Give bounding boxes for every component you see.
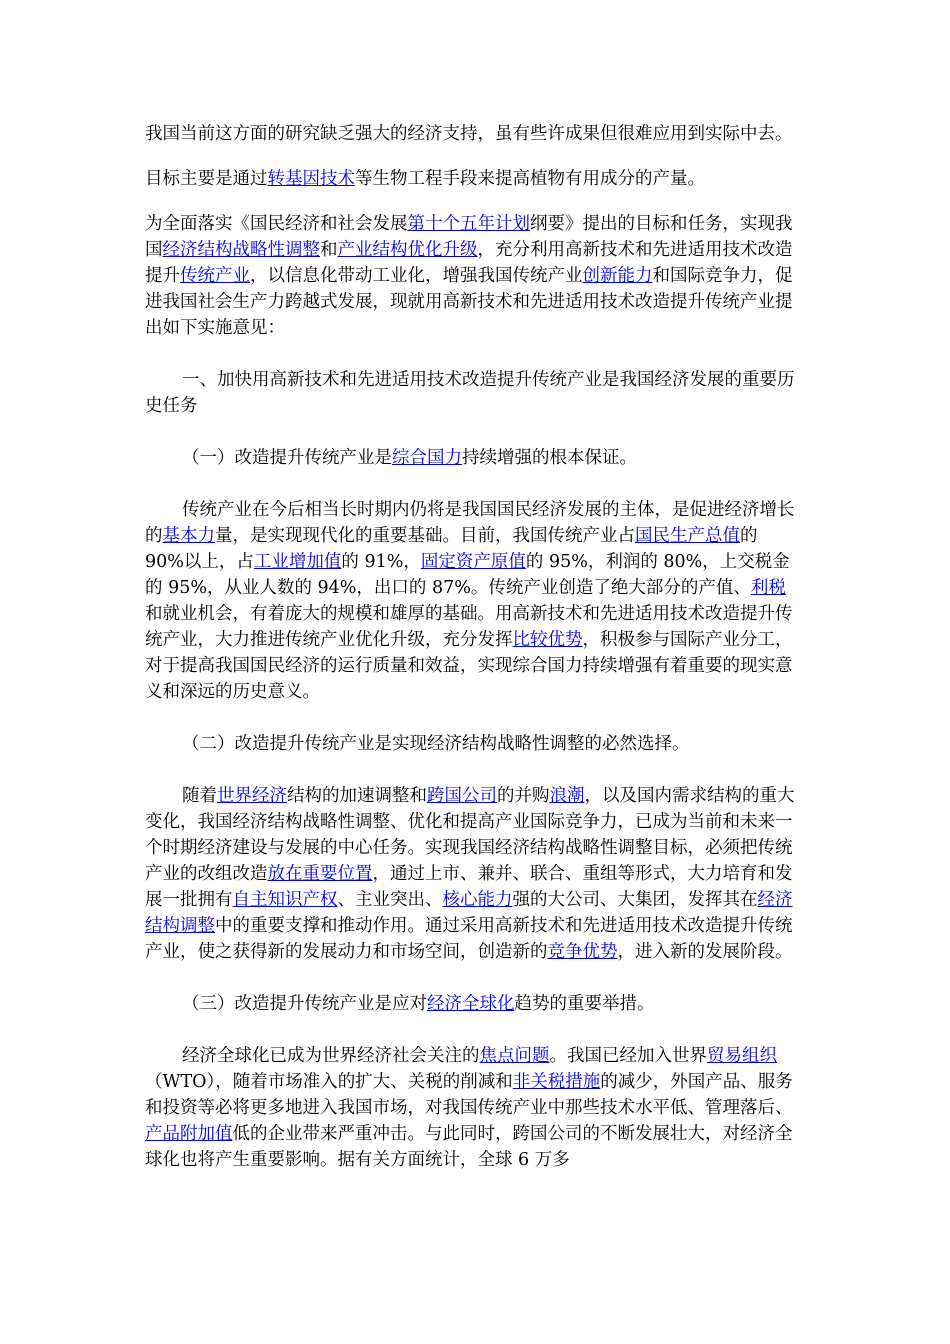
hyperlink[interactable]: 经济全球化 xyxy=(427,994,515,1014)
text-run: ，充分利用高新技术和先进适用技术改造提升 xyxy=(145,240,793,286)
text-run: 等生物工程手段来提高植物有用成分的产量。 xyxy=(355,169,705,189)
text-run: 的减少，外国产品、服务和投资等必将更多地进入我国市场，对我国传统产业中那些技术水平低、管理落后、 xyxy=(145,1072,793,1118)
hyperlink[interactable]: 非关税措施 xyxy=(512,1072,601,1092)
hyperlink[interactable]: 工业增加值 xyxy=(253,552,342,572)
hyperlink[interactable]: 跨国公司 xyxy=(427,786,497,806)
text-run: 我国当前这方面的研究缺乏强大的经济支持，虽有些许成果但很难应用到实际中去。 xyxy=(145,124,793,144)
hyperlink[interactable]: 放在重要位置 xyxy=(267,864,373,884)
text-run: 的 90%以上，占 xyxy=(145,526,758,572)
text-run: 传统产业在今后相当长时期内仍将是我国国民经济发展的主体，是促进经济增长的 xyxy=(145,500,795,546)
hyperlink[interactable]: 第十个五年计划 xyxy=(407,214,530,234)
hyperlink[interactable]: 国民生产总值 xyxy=(635,526,740,546)
text-run: 量，是实现现代化的重要基础。目前，我国传统产业占 xyxy=(215,526,635,546)
hyperlink[interactable]: 产业结构优化升级 xyxy=(337,240,478,260)
paragraph-2 xyxy=(145,166,800,192)
text-run: （三）改造提升传统产业是应对 xyxy=(182,994,427,1014)
hyperlink[interactable]: 产品附加值 xyxy=(145,1124,233,1144)
text-run: 、主业突出、 xyxy=(337,890,443,910)
text-run: ，通过上市、兼并、联合、重组等形式，大力培育和发展一批拥有 xyxy=(145,864,793,910)
hyperlink[interactable]: 利税 xyxy=(750,578,786,598)
hyperlink[interactable]: 创新能力 xyxy=(582,266,653,286)
hyperlink[interactable]: 贸易组织 xyxy=(707,1046,777,1066)
hyperlink[interactable]: 竞争优势 xyxy=(547,942,618,962)
text-run: 目标主要是通过 xyxy=(145,169,268,189)
text-run: 一、加快用高新技术和先进适用技术改造提升传统产业是我国经济发展的重要历史任务 xyxy=(145,370,795,416)
paragraph-4 xyxy=(145,367,800,419)
text-run: 国 xyxy=(145,240,163,260)
text-run: 趋势的重要举措。 xyxy=(514,994,655,1014)
text-run: ，进入新的发展阶段。 xyxy=(617,942,793,962)
paragraph-9 xyxy=(145,991,800,1017)
text-run: 的 95%，利润的 80%，上交税金的 95%，从业人数的 94%，出口的 87%。传统产业创造了绝大部分的产值、 xyxy=(145,552,790,598)
text-run: 经济全球化已成为世界经济社会关注的 xyxy=(182,1046,480,1066)
paragraph-8 xyxy=(145,783,800,965)
hyperlink[interactable]: 自主知识产权 xyxy=(232,890,338,910)
text-run: 为全面落实《国民经济和社会发展 xyxy=(145,214,408,234)
text-run: 的并购 xyxy=(497,786,550,806)
text-run: 低的企业带来严重冲击。与此同时，跨国公司的不断发展壮大，对经济全球化也将产生重要影响。据有关方面统计，全球 6 万多 xyxy=(145,1124,793,1170)
paragraph-6 xyxy=(145,497,800,705)
text-run: 随着 xyxy=(182,786,217,806)
text-run: （二）改造提升传统产业是实现经济结构战略性调整的必然选择。 xyxy=(182,734,690,754)
text-run: 强的大公司、大集团，发挥其在 xyxy=(512,890,758,910)
text-run: 纲要》提出的目标和任务，实现我 xyxy=(530,214,793,234)
text-run: ，以及国内需求结构的重大变化，我国经济结构战略性调整、优化和提高产业国际竞争力，已成为当前和未来一个时期经济建设与发展的中心任务。实现我国经济结构战略性调整目标，必须把传统产业的改组改造 xyxy=(145,786,795,884)
paragraph-3 xyxy=(145,211,800,341)
hyperlink[interactable]: 焦点问题 xyxy=(479,1046,550,1066)
hyperlink[interactable]: 浪潮 xyxy=(549,786,585,806)
hyperlink[interactable]: 固定资产原值 xyxy=(420,552,526,572)
text-run: 和就业机会，有着庞大的规模和雄厚的基础。用高新技术和先进适用技术改造提升传统产业，大力推进传统产业优化升级，充分发挥 xyxy=(145,604,793,650)
hyperlink[interactable]: 世界经济 xyxy=(217,786,287,806)
paragraph-1 xyxy=(145,121,800,147)
text-run: 结构的加速调整和 xyxy=(287,786,427,806)
text-run: ，以信息化带动工业化，增强我国传统产业 xyxy=(250,266,583,286)
text-run: 。我国已经加入世界 xyxy=(549,1046,707,1066)
text-run: 的 91%， xyxy=(341,552,421,572)
hyperlink[interactable]: 转基因技术 xyxy=(267,169,355,189)
text-run: （WTO），随着市场准入的扩大、关税的削减和 xyxy=(145,1072,513,1092)
hyperlink[interactable]: 核心能力 xyxy=(442,890,513,910)
text-run: 和国际竞争力，促进我国社会生产力跨越式发展，现就用高新技术和先进适用技术改造提升传统产业提出如下实施意见： xyxy=(145,266,793,338)
hyperlink[interactable]: 综合国力 xyxy=(392,448,462,468)
paragraph-5 xyxy=(145,445,800,471)
hyperlink[interactable]: 传统产业 xyxy=(180,266,250,286)
paragraph-10 xyxy=(145,1043,800,1173)
text-run: ，积极参与国际产业分工，对于提高我国国民经济的运行质量和效益，实现综合国力持续增强有着重要的现实意义和深远的历史意义。 xyxy=(145,630,793,702)
hyperlink[interactable]: 比较优势 xyxy=(512,630,583,650)
text-run: 和 xyxy=(320,240,338,260)
hyperlink[interactable]: 经济结构调整 xyxy=(145,890,793,936)
document-body xyxy=(145,121,800,1173)
paragraph-7 xyxy=(145,731,800,757)
text-run: （一）改造提升传统产业是 xyxy=(182,448,392,468)
hyperlink[interactable]: 基本力 xyxy=(162,526,215,546)
text-run: 中的重要支撑和推动作用。通过采用高新技术和先进适用技术改造提升传统产业，使之获得新的发展动力和市场空间，创造新的 xyxy=(145,916,793,962)
hyperlink[interactable]: 经济结构战略性调整 xyxy=(162,240,320,260)
text-run: 持续增强的根本保证。 xyxy=(462,448,637,468)
